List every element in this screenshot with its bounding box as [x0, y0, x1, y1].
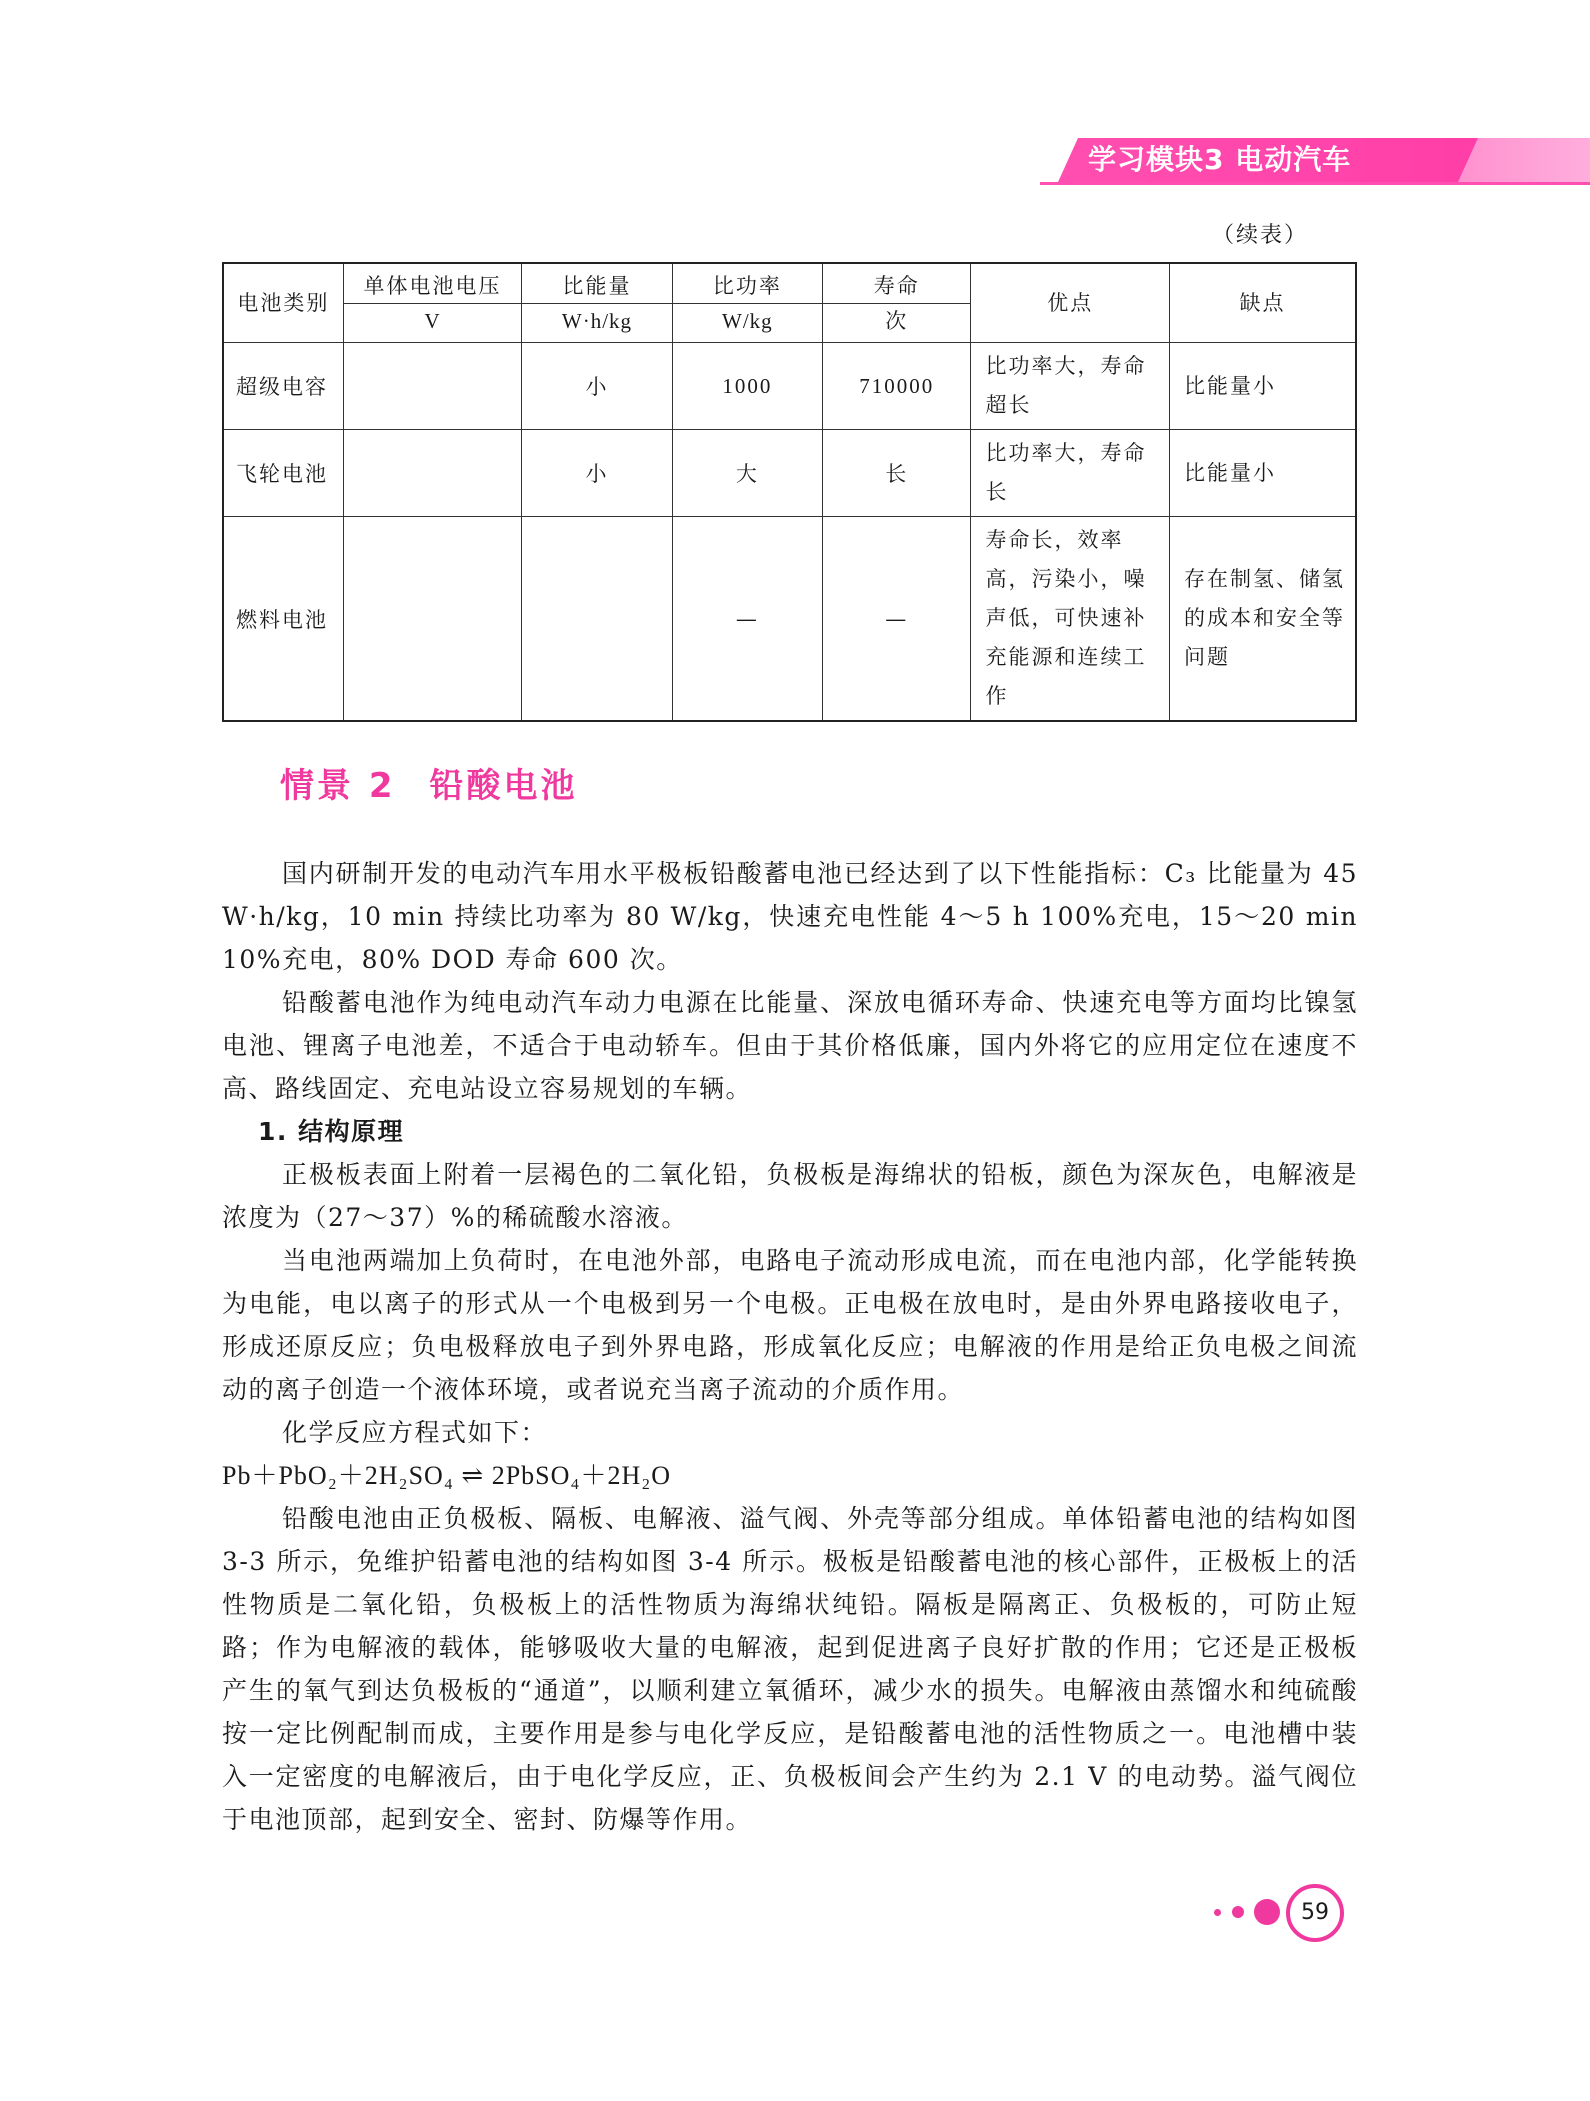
header-underline	[1040, 182, 1590, 185]
cell-power: 1000	[672, 343, 822, 430]
section-heading	[280, 758, 578, 807]
battery-comparison-table	[222, 262, 1357, 722]
cell-energy: 小	[522, 343, 672, 430]
chemical-equation: Pb＋PbO₂＋2H₂SO₄ ⇌ 2PbSO₄＋2H₂O	[222, 1461, 672, 1490]
col-header-voltage: 单体电池电压 V	[343, 263, 521, 343]
cell-voltage	[343, 430, 521, 517]
col-header-type: 电池类别	[223, 263, 343, 343]
paragraph: 正极板表面上附着一层褐色的二氧化铅，负极板是海绵状的铅板，颜色为深灰色，电解液是浓度为（27～37）%的稀硫酸水溶液。	[222, 1160, 1358, 1232]
paragraph: 国内研制开发的电动汽车用水平极板铅酸蓄电池已经达到了以下性能指标：C₃ 比能量为 45 W·h/kg，10 min 持续比功率为 80 W/kg，快速充电性能 4～5 h 100%充电，15～20 min 10%充电，80% DOD 寿命 600 次。	[222, 859, 1358, 974]
paragraph: 当电池两端加上负荷时，在电池外部，电路电子流动形成电流，而在电池内部，化学能转换为电能，电以离子的形式从一个电极到另一个电极。正电极在放电时，是由外界电路接收电子，形成还原反应；负电极释放电子到外界电路，形成氧化反应；电解液的作用是给正负电极之间流动的离子创造一个液体环境，或者说充当离子流动的介质作用。	[222, 1246, 1358, 1404]
cell-energy: 小	[522, 430, 672, 517]
table-row	[223, 430, 1356, 517]
col-header-disadvantages: 缺点	[1169, 263, 1356, 343]
cell-advantages: 比功率大，寿命长	[971, 430, 1170, 517]
paragraph: 化学反应方程式如下：	[282, 1418, 548, 1447]
cell-disadvantages: 比能量小	[1169, 430, 1356, 517]
decorative-dot	[1232, 1906, 1244, 1918]
cell-type: 飞轮电池	[223, 430, 343, 517]
table-header-row	[223, 263, 1356, 343]
table-row	[223, 517, 1356, 722]
cell-voltage	[343, 517, 521, 722]
col-header-power: 比功率 W/kg	[672, 263, 822, 343]
col-header-energy: 比能量 W·h/kg	[522, 263, 672, 343]
cell-advantages: 比功率大，寿命超长	[971, 343, 1170, 430]
cell-life: —	[823, 517, 971, 722]
cell-energy	[522, 517, 672, 722]
cell-power: 大	[672, 430, 822, 517]
decorative-dot	[1254, 1899, 1280, 1925]
cell-voltage	[343, 343, 521, 430]
cell-disadvantages: 存在制氢、储氢的成本和安全等问题	[1169, 517, 1356, 722]
paragraph: 铅酸电池由正负极板、隔板、电解液、溢气阀、外壳等部分组成。单体铅蓄电池的结构如图 3-3 所示，免维护铅蓄电池的结构如图 3-4 所示。极板是铅酸蓄电池的核心部件，正极板上的活性物质是二氧化铅，负极板上的活性物质为海绵状纯铅。隔板是隔离正、负极板的，可防止短路；作为电解液的载体，能够吸收大量的电解液，起到促进离子良好扩散的作用；它还是正极板产生的氧气到达负极板的“通道”，以顺利建立氧循环，减少水的损失。电解液由蒸馏水和纯硫酸按一定比例配制而成，主要作用是参与电化学反应，是铅酸蓄电池的活性物质之一。电池槽中装入一定密度的电解液后，由于电化学反应，正、负极板间会产生约为 2.1 V 的电动势。溢气阀位于电池顶部，起到安全、密封、防爆等作用。	[222, 1504, 1358, 1834]
chapter-title: 学习模块3 电动汽车	[1088, 143, 1352, 176]
table-continued-label: （续表）	[1212, 223, 1309, 248]
subheading: 1. 结构原理	[258, 1117, 405, 1146]
table-row	[223, 343, 1356, 430]
section-number: 情景 2	[280, 766, 396, 806]
section-title: 铅酸电池	[429, 766, 578, 806]
decorative-dot	[1214, 1909, 1221, 1916]
body-text	[222, 852, 1358, 1841]
chapter-header	[1040, 138, 1590, 182]
page-number-badge	[1204, 1882, 1354, 1942]
col-header-life: 寿命 次	[823, 263, 971, 343]
page-number: 59	[1286, 1884, 1344, 1942]
cell-power: —	[672, 517, 822, 722]
cell-type: 燃料电池	[223, 517, 343, 722]
cell-life: 长	[823, 430, 971, 517]
cell-life: 710000	[823, 343, 971, 430]
cell-disadvantages: 比能量小	[1169, 343, 1356, 430]
col-header-advantages: 优点	[971, 263, 1170, 343]
paragraph: 铅酸蓄电池作为纯电动汽车动力电源在比能量、深放电循环寿命、快速充电等方面均比镍氢电池、锂离子电池差，不适合于电动轿车。但由于其价格低廉，国内外将它的应用定位在速度不高、路线固定、充电站设立容易规划的车辆。	[222, 988, 1358, 1103]
cell-type: 超级电容	[223, 343, 343, 430]
cell-advantages: 寿命长，效率高，污染小，噪声低，可快速补充能源和连续工作	[971, 517, 1170, 722]
